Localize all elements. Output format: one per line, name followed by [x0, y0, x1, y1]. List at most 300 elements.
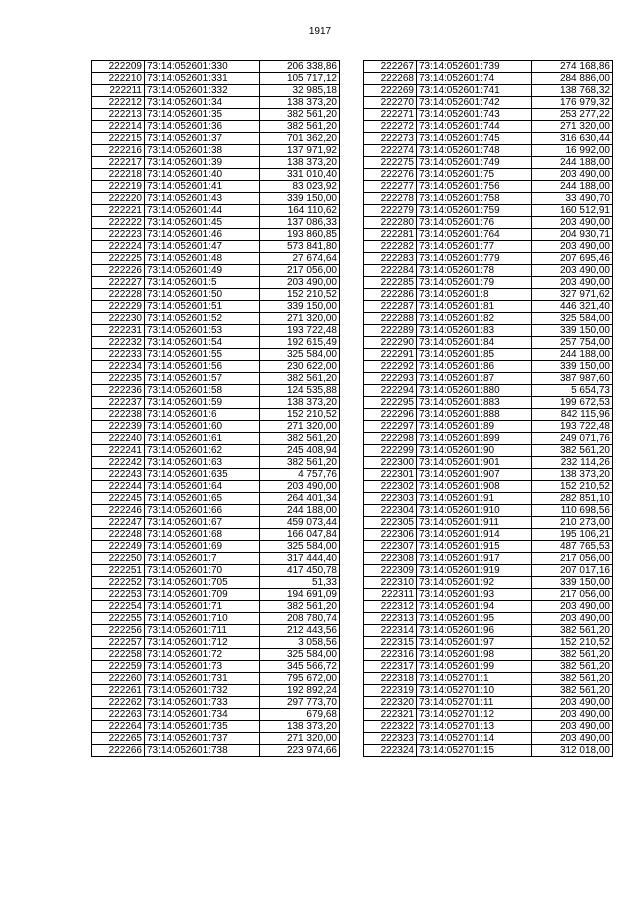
value-cell: 176 979,32	[532, 97, 613, 109]
value-cell: 257 754,00	[532, 337, 613, 349]
row-number-cell: 222223	[92, 229, 145, 241]
cadastral-number-cell: 73:14:052601:8	[417, 289, 532, 301]
table-row	[92, 709, 340, 721]
table-row	[364, 181, 613, 193]
cadastral-number-cell: 73:14:052601:899	[417, 433, 532, 445]
row-number-cell: 222239	[92, 421, 145, 433]
value-cell: 232 114,26	[532, 457, 613, 469]
value-cell: 387 987,60	[532, 373, 613, 385]
row-number-cell: 222298	[364, 433, 417, 445]
cadastral-number-cell: 73:14:052601:67	[145, 517, 260, 529]
table-row	[92, 541, 340, 553]
cadastral-number-cell: 73:14:052601:759	[417, 205, 532, 217]
row-number-cell: 222280	[364, 217, 417, 229]
row-number-cell: 222321	[364, 709, 417, 721]
table-row	[364, 721, 613, 733]
cadastral-number-cell: 73:14:052601:94	[417, 601, 532, 613]
value-cell: 339 150,00	[532, 361, 613, 373]
row-number-cell: 222283	[364, 253, 417, 265]
value-cell: 264 401,34	[260, 493, 340, 505]
value-cell: 192 615,49	[260, 337, 340, 349]
value-cell: 459 073,44	[260, 517, 340, 529]
value-cell: 244 188,00	[532, 181, 613, 193]
value-cell: 203 490,00	[532, 733, 613, 745]
cadastral-number-cell: 73:14:052601:764	[417, 229, 532, 241]
cadastral-number-cell: 73:14:052601:43	[145, 193, 260, 205]
row-number-cell: 222248	[92, 529, 145, 541]
cadastral-number-cell: 73:14:052601:95	[417, 613, 532, 625]
table-row	[92, 649, 340, 661]
cadastral-number-cell: 73:14:052601:90	[417, 445, 532, 457]
value-cell: 271 320,00	[260, 313, 340, 325]
row-number-cell: 222287	[364, 301, 417, 313]
row-number-cell: 222209	[92, 61, 145, 73]
row-number-cell: 222245	[92, 493, 145, 505]
value-cell: 194 691,09	[260, 589, 340, 601]
value-cell: 5 654,73	[532, 385, 613, 397]
cadastral-number-cell: 73:14:052601:41	[145, 181, 260, 193]
row-number-cell: 222220	[92, 193, 145, 205]
row-number-cell: 222226	[92, 265, 145, 277]
table-row	[364, 325, 613, 337]
table-row	[92, 469, 340, 481]
value-cell: 152 210,52	[532, 481, 613, 493]
row-number-cell: 222217	[92, 157, 145, 169]
cadastral-number-cell: 73:14:052601:61	[145, 433, 260, 445]
table-row	[92, 325, 340, 337]
value-cell: 382 561,20	[532, 445, 613, 457]
row-number-cell: 222282	[364, 241, 417, 253]
cadastral-number-cell: 73:14:052601:737	[145, 733, 260, 745]
value-cell: 203 490,00	[260, 481, 340, 493]
row-number-cell: 222293	[364, 373, 417, 385]
row-number-cell: 222232	[92, 337, 145, 349]
cadastral-number-cell: 73:14:052601:741	[417, 85, 532, 97]
table-row	[364, 193, 613, 205]
cadastral-number-cell: 73:14:052601:330	[145, 61, 260, 73]
value-cell: 382 561,20	[532, 661, 613, 673]
row-number-cell: 222275	[364, 157, 417, 169]
table-row	[364, 73, 613, 85]
row-number-cell: 222212	[92, 97, 145, 109]
table-row	[92, 289, 340, 301]
cadastral-number-cell: 73:14:052601:45	[145, 217, 260, 229]
row-number-cell: 222253	[92, 589, 145, 601]
value-cell: 83 023,92	[260, 181, 340, 193]
value-cell: 271 320,00	[260, 421, 340, 433]
value-cell: 217 056,00	[260, 265, 340, 277]
value-cell: 193 860,85	[260, 229, 340, 241]
table-row	[364, 697, 613, 709]
row-number-cell: 222304	[364, 505, 417, 517]
value-cell: 32 985,18	[260, 85, 340, 97]
value-cell: 271 320,00	[532, 121, 613, 133]
page-number: 1917	[308, 26, 332, 37]
row-number-cell: 222258	[92, 649, 145, 661]
table-row	[364, 373, 613, 385]
table-row	[364, 745, 613, 757]
registry-table-right-body	[364, 61, 613, 757]
row-number-cell: 222262	[92, 697, 145, 709]
cadastral-number-cell: 73:14:052601:52	[145, 313, 260, 325]
value-cell: 138 373,20	[260, 397, 340, 409]
value-cell: 316 630,44	[532, 133, 613, 145]
table-row	[92, 85, 340, 97]
table-row	[92, 493, 340, 505]
table-row	[364, 421, 613, 433]
row-number-cell: 222290	[364, 337, 417, 349]
value-cell: 204 930,71	[532, 229, 613, 241]
value-cell: 325 584,00	[260, 349, 340, 361]
table-row	[92, 553, 340, 565]
table-row	[364, 445, 613, 457]
row-number-cell: 222213	[92, 109, 145, 121]
value-cell: 138 373,20	[260, 97, 340, 109]
cadastral-number-cell: 73:14:052601:6	[145, 409, 260, 421]
value-cell: 152 210,52	[260, 409, 340, 421]
row-number-cell: 222250	[92, 553, 145, 565]
cadastral-number-cell: 73:14:052601:87	[417, 373, 532, 385]
table-row	[92, 157, 340, 169]
table-row	[364, 253, 613, 265]
table-row	[92, 673, 340, 685]
cadastral-number-cell: 73:14:052601:84	[417, 337, 532, 349]
row-number-cell: 222276	[364, 169, 417, 181]
row-number-cell: 222268	[364, 73, 417, 85]
row-number-cell: 222264	[92, 721, 145, 733]
row-number-cell: 222273	[364, 133, 417, 145]
table-row	[364, 409, 613, 421]
table-row	[92, 313, 340, 325]
cadastral-number-cell: 73:14:052601:77	[417, 241, 532, 253]
cadastral-number-cell: 73:14:052601:709	[145, 589, 260, 601]
value-cell: 203 490,00	[532, 697, 613, 709]
table-row	[364, 145, 613, 157]
cadastral-number-cell: 73:14:052601:332	[145, 85, 260, 97]
row-number-cell: 222240	[92, 433, 145, 445]
value-cell: 137 971,92	[260, 145, 340, 157]
cadastral-number-cell: 73:14:052701:10	[417, 685, 532, 697]
value-cell: 382 561,20	[260, 121, 340, 133]
table-row	[364, 541, 613, 553]
value-cell: 105 717,12	[260, 73, 340, 85]
table-row	[364, 277, 613, 289]
table-row	[92, 457, 340, 469]
cadastral-number-cell: 73:14:052601:57	[145, 373, 260, 385]
value-cell: 199 672,53	[532, 397, 613, 409]
table-row	[92, 517, 340, 529]
table-row	[92, 217, 340, 229]
cadastral-number-cell: 73:14:052601:48	[145, 253, 260, 265]
table-row	[364, 205, 613, 217]
table-row	[92, 505, 340, 517]
cadastral-number-cell: 73:14:052601:63	[145, 457, 260, 469]
cadastral-number-cell: 73:14:052601:880	[417, 385, 532, 397]
value-cell: 297 773,70	[260, 697, 340, 709]
cadastral-number-cell: 73:14:052601:97	[417, 637, 532, 649]
cadastral-number-cell: 73:14:052601:635	[145, 469, 260, 481]
cadastral-number-cell: 73:14:052601:331	[145, 73, 260, 85]
row-number-cell: 222260	[92, 673, 145, 685]
row-number-cell: 222229	[92, 301, 145, 313]
value-cell: 138 373,20	[260, 157, 340, 169]
cadastral-number-cell: 73:14:052601:758	[417, 193, 532, 205]
value-cell: 212 443,56	[260, 625, 340, 637]
table-row	[364, 397, 613, 409]
row-number-cell: 222296	[364, 409, 417, 421]
row-number-cell: 222284	[364, 265, 417, 277]
cadastral-number-cell: 73:14:052601:756	[417, 181, 532, 193]
cadastral-number-cell: 73:14:052601:739	[417, 61, 532, 73]
value-cell: 152 210,52	[532, 637, 613, 649]
value-cell: 382 561,20	[532, 649, 613, 661]
table-row	[92, 601, 340, 613]
table-row	[364, 229, 613, 241]
value-cell: 339 150,00	[532, 325, 613, 337]
table-row	[92, 637, 340, 649]
row-number-cell: 222312	[364, 601, 417, 613]
table-row	[92, 721, 340, 733]
row-number-cell: 222294	[364, 385, 417, 397]
value-cell: 244 188,00	[532, 157, 613, 169]
row-number-cell: 222297	[364, 421, 417, 433]
value-cell: 244 188,00	[260, 505, 340, 517]
table-row	[92, 121, 340, 133]
table-row	[364, 553, 613, 565]
value-cell: 207 695,46	[532, 253, 613, 265]
value-cell: 325 584,00	[260, 541, 340, 553]
value-cell: 210 273,00	[532, 517, 613, 529]
cadastral-number-cell: 73:14:052601:908	[417, 481, 532, 493]
row-number-cell: 222266	[92, 745, 145, 757]
row-number-cell: 222289	[364, 325, 417, 337]
table-row	[92, 277, 340, 289]
table-row	[364, 313, 613, 325]
row-number-cell: 222310	[364, 577, 417, 589]
value-cell: 203 490,00	[260, 277, 340, 289]
value-cell: 203 490,00	[532, 601, 613, 613]
cadastral-number-cell: 73:14:052601:66	[145, 505, 260, 517]
cadastral-number-cell: 73:14:052601:58	[145, 385, 260, 397]
cadastral-number-cell: 73:14:052701:1	[417, 673, 532, 685]
row-number-cell: 222286	[364, 289, 417, 301]
cadastral-number-cell: 73:14:052701:15	[417, 745, 532, 757]
cadastral-number-cell: 73:14:052601:36	[145, 121, 260, 133]
row-number-cell: 222231	[92, 325, 145, 337]
table-row	[364, 133, 613, 145]
value-cell: 223 974,66	[260, 745, 340, 757]
value-cell: 207 017,16	[532, 565, 613, 577]
table-row	[364, 529, 613, 541]
table-row	[364, 433, 613, 445]
row-number-cell: 222222	[92, 217, 145, 229]
table-row	[364, 301, 613, 313]
registry-table-left	[91, 60, 340, 757]
row-number-cell: 222227	[92, 277, 145, 289]
row-number-cell: 222317	[364, 661, 417, 673]
value-cell: 208 780,74	[260, 613, 340, 625]
cadastral-number-cell: 73:14:052601:919	[417, 565, 532, 577]
cadastral-number-cell: 73:14:052601:59	[145, 397, 260, 409]
row-number-cell: 222319	[364, 685, 417, 697]
table-row	[92, 301, 340, 313]
value-cell: 249 071,76	[532, 433, 613, 445]
value-cell: 203 490,00	[532, 169, 613, 181]
table-row	[364, 709, 613, 721]
row-number-cell: 222285	[364, 277, 417, 289]
row-number-cell: 222225	[92, 253, 145, 265]
cadastral-number-cell: 73:14:052601:731	[145, 673, 260, 685]
row-number-cell: 222313	[364, 613, 417, 625]
table-row	[92, 373, 340, 385]
row-number-cell: 222249	[92, 541, 145, 553]
value-cell: 274 168,86	[532, 61, 613, 73]
row-number-cell: 222219	[92, 181, 145, 193]
cadastral-number-cell: 73:14:052601:60	[145, 421, 260, 433]
cadastral-number-cell: 73:14:052601:79	[417, 277, 532, 289]
table-row	[364, 469, 613, 481]
row-number-cell: 222237	[92, 397, 145, 409]
table-row	[92, 565, 340, 577]
value-cell: 4 757,76	[260, 469, 340, 481]
value-cell: 245 408,94	[260, 445, 340, 457]
cadastral-number-cell: 73:14:052701:12	[417, 709, 532, 721]
table-row	[364, 85, 613, 97]
cadastral-number-cell: 73:14:052601:35	[145, 109, 260, 121]
row-number-cell: 222307	[364, 541, 417, 553]
value-cell: 203 490,00	[532, 265, 613, 277]
cadastral-number-cell: 73:14:052601:54	[145, 337, 260, 349]
row-number-cell: 222301	[364, 469, 417, 481]
table-row	[92, 613, 340, 625]
table-row	[364, 577, 613, 589]
row-number-cell: 222236	[92, 385, 145, 397]
value-cell: 253 277,22	[532, 109, 613, 121]
cadastral-number-cell: 73:14:052601:86	[417, 361, 532, 373]
value-cell: 339 150,00	[532, 577, 613, 589]
row-number-cell: 222228	[92, 289, 145, 301]
row-number-cell: 222322	[364, 721, 417, 733]
cadastral-number-cell: 73:14:052701:13	[417, 721, 532, 733]
cadastral-number-cell: 73:14:052601:712	[145, 637, 260, 649]
cadastral-number-cell: 73:14:052601:69	[145, 541, 260, 553]
cadastral-number-cell: 73:14:052601:46	[145, 229, 260, 241]
value-cell: 382 561,20	[532, 625, 613, 637]
cadastral-number-cell: 73:14:052601:710	[145, 613, 260, 625]
row-number-cell: 222247	[92, 517, 145, 529]
table-row	[92, 145, 340, 157]
row-number-cell: 222251	[92, 565, 145, 577]
value-cell: 217 056,00	[532, 553, 613, 565]
table-row	[92, 397, 340, 409]
row-number-cell: 222318	[364, 673, 417, 685]
row-number-cell: 222267	[364, 61, 417, 73]
row-number-cell: 222308	[364, 553, 417, 565]
value-cell: 487 765,53	[532, 541, 613, 553]
value-cell: 193 722,48	[260, 325, 340, 337]
table-row	[92, 433, 340, 445]
row-number-cell: 222265	[92, 733, 145, 745]
table-row	[364, 217, 613, 229]
table-row	[364, 241, 613, 253]
value-cell: 795 672,00	[260, 673, 340, 685]
row-number-cell: 222224	[92, 241, 145, 253]
value-cell: 203 490,00	[532, 613, 613, 625]
table-row	[92, 685, 340, 697]
value-cell: 573 841,80	[260, 241, 340, 253]
cadastral-number-cell: 73:14:052601:738	[145, 745, 260, 757]
cadastral-number-cell: 73:14:052601:910	[417, 505, 532, 517]
cadastral-number-cell: 73:14:052601:73	[145, 661, 260, 673]
cadastral-number-cell: 73:14:052601:72	[145, 649, 260, 661]
cadastral-number-cell: 73:14:052601:705	[145, 577, 260, 589]
value-cell: 138 373,20	[532, 469, 613, 481]
row-number-cell: 222303	[364, 493, 417, 505]
cadastral-number-cell: 73:14:052601:34	[145, 97, 260, 109]
cadastral-number-cell: 73:14:052601:749	[417, 157, 532, 169]
row-number-cell: 222257	[92, 637, 145, 649]
table-row	[92, 337, 340, 349]
row-number-cell: 222233	[92, 349, 145, 361]
table-row	[92, 529, 340, 541]
row-number-cell: 222243	[92, 469, 145, 481]
table-row	[92, 229, 340, 241]
value-cell: 203 490,00	[532, 277, 613, 289]
row-number-cell: 222269	[364, 85, 417, 97]
cadastral-number-cell: 73:14:052601:82	[417, 313, 532, 325]
value-cell: 16 992,00	[532, 145, 613, 157]
row-number-cell: 222234	[92, 361, 145, 373]
table-row	[364, 265, 613, 277]
cadastral-number-cell: 73:14:052601:38	[145, 145, 260, 157]
table-row	[92, 361, 340, 373]
table-row	[364, 565, 613, 577]
cadastral-number-cell: 73:14:052601:93	[417, 589, 532, 601]
table-row	[364, 589, 613, 601]
row-number-cell: 222272	[364, 121, 417, 133]
table-row	[92, 61, 340, 73]
cadastral-number-cell: 73:14:052601:733	[145, 697, 260, 709]
row-number-cell: 222320	[364, 697, 417, 709]
row-number-cell: 222279	[364, 205, 417, 217]
cadastral-number-cell: 73:14:052601:914	[417, 529, 532, 541]
value-cell: 152 210,52	[260, 289, 340, 301]
cadastral-number-cell: 73:14:052601:44	[145, 205, 260, 217]
cadastral-number-cell: 73:14:052601:92	[417, 577, 532, 589]
cadastral-number-cell: 73:14:052601:50	[145, 289, 260, 301]
table-row	[92, 481, 340, 493]
row-number-cell: 222315	[364, 637, 417, 649]
table-row	[364, 481, 613, 493]
cadastral-number-cell: 73:14:052601:70	[145, 565, 260, 577]
value-cell: 325 584,00	[260, 649, 340, 661]
value-cell: 137 086,33	[260, 217, 340, 229]
table-row	[92, 241, 340, 253]
value-cell: 317 444,40	[260, 553, 340, 565]
row-number-cell: 222242	[92, 457, 145, 469]
row-number-cell: 222271	[364, 109, 417, 121]
cadastral-number-cell: 73:14:052701:14	[417, 733, 532, 745]
value-cell: 339 150,00	[260, 193, 340, 205]
table-row	[364, 157, 613, 169]
table-row	[364, 61, 613, 73]
table-row	[92, 169, 340, 181]
value-cell: 110 698,56	[532, 505, 613, 517]
table-row	[92, 349, 340, 361]
table-row	[92, 661, 340, 673]
row-number-cell: 222244	[92, 481, 145, 493]
value-cell: 203 490,00	[532, 241, 613, 253]
